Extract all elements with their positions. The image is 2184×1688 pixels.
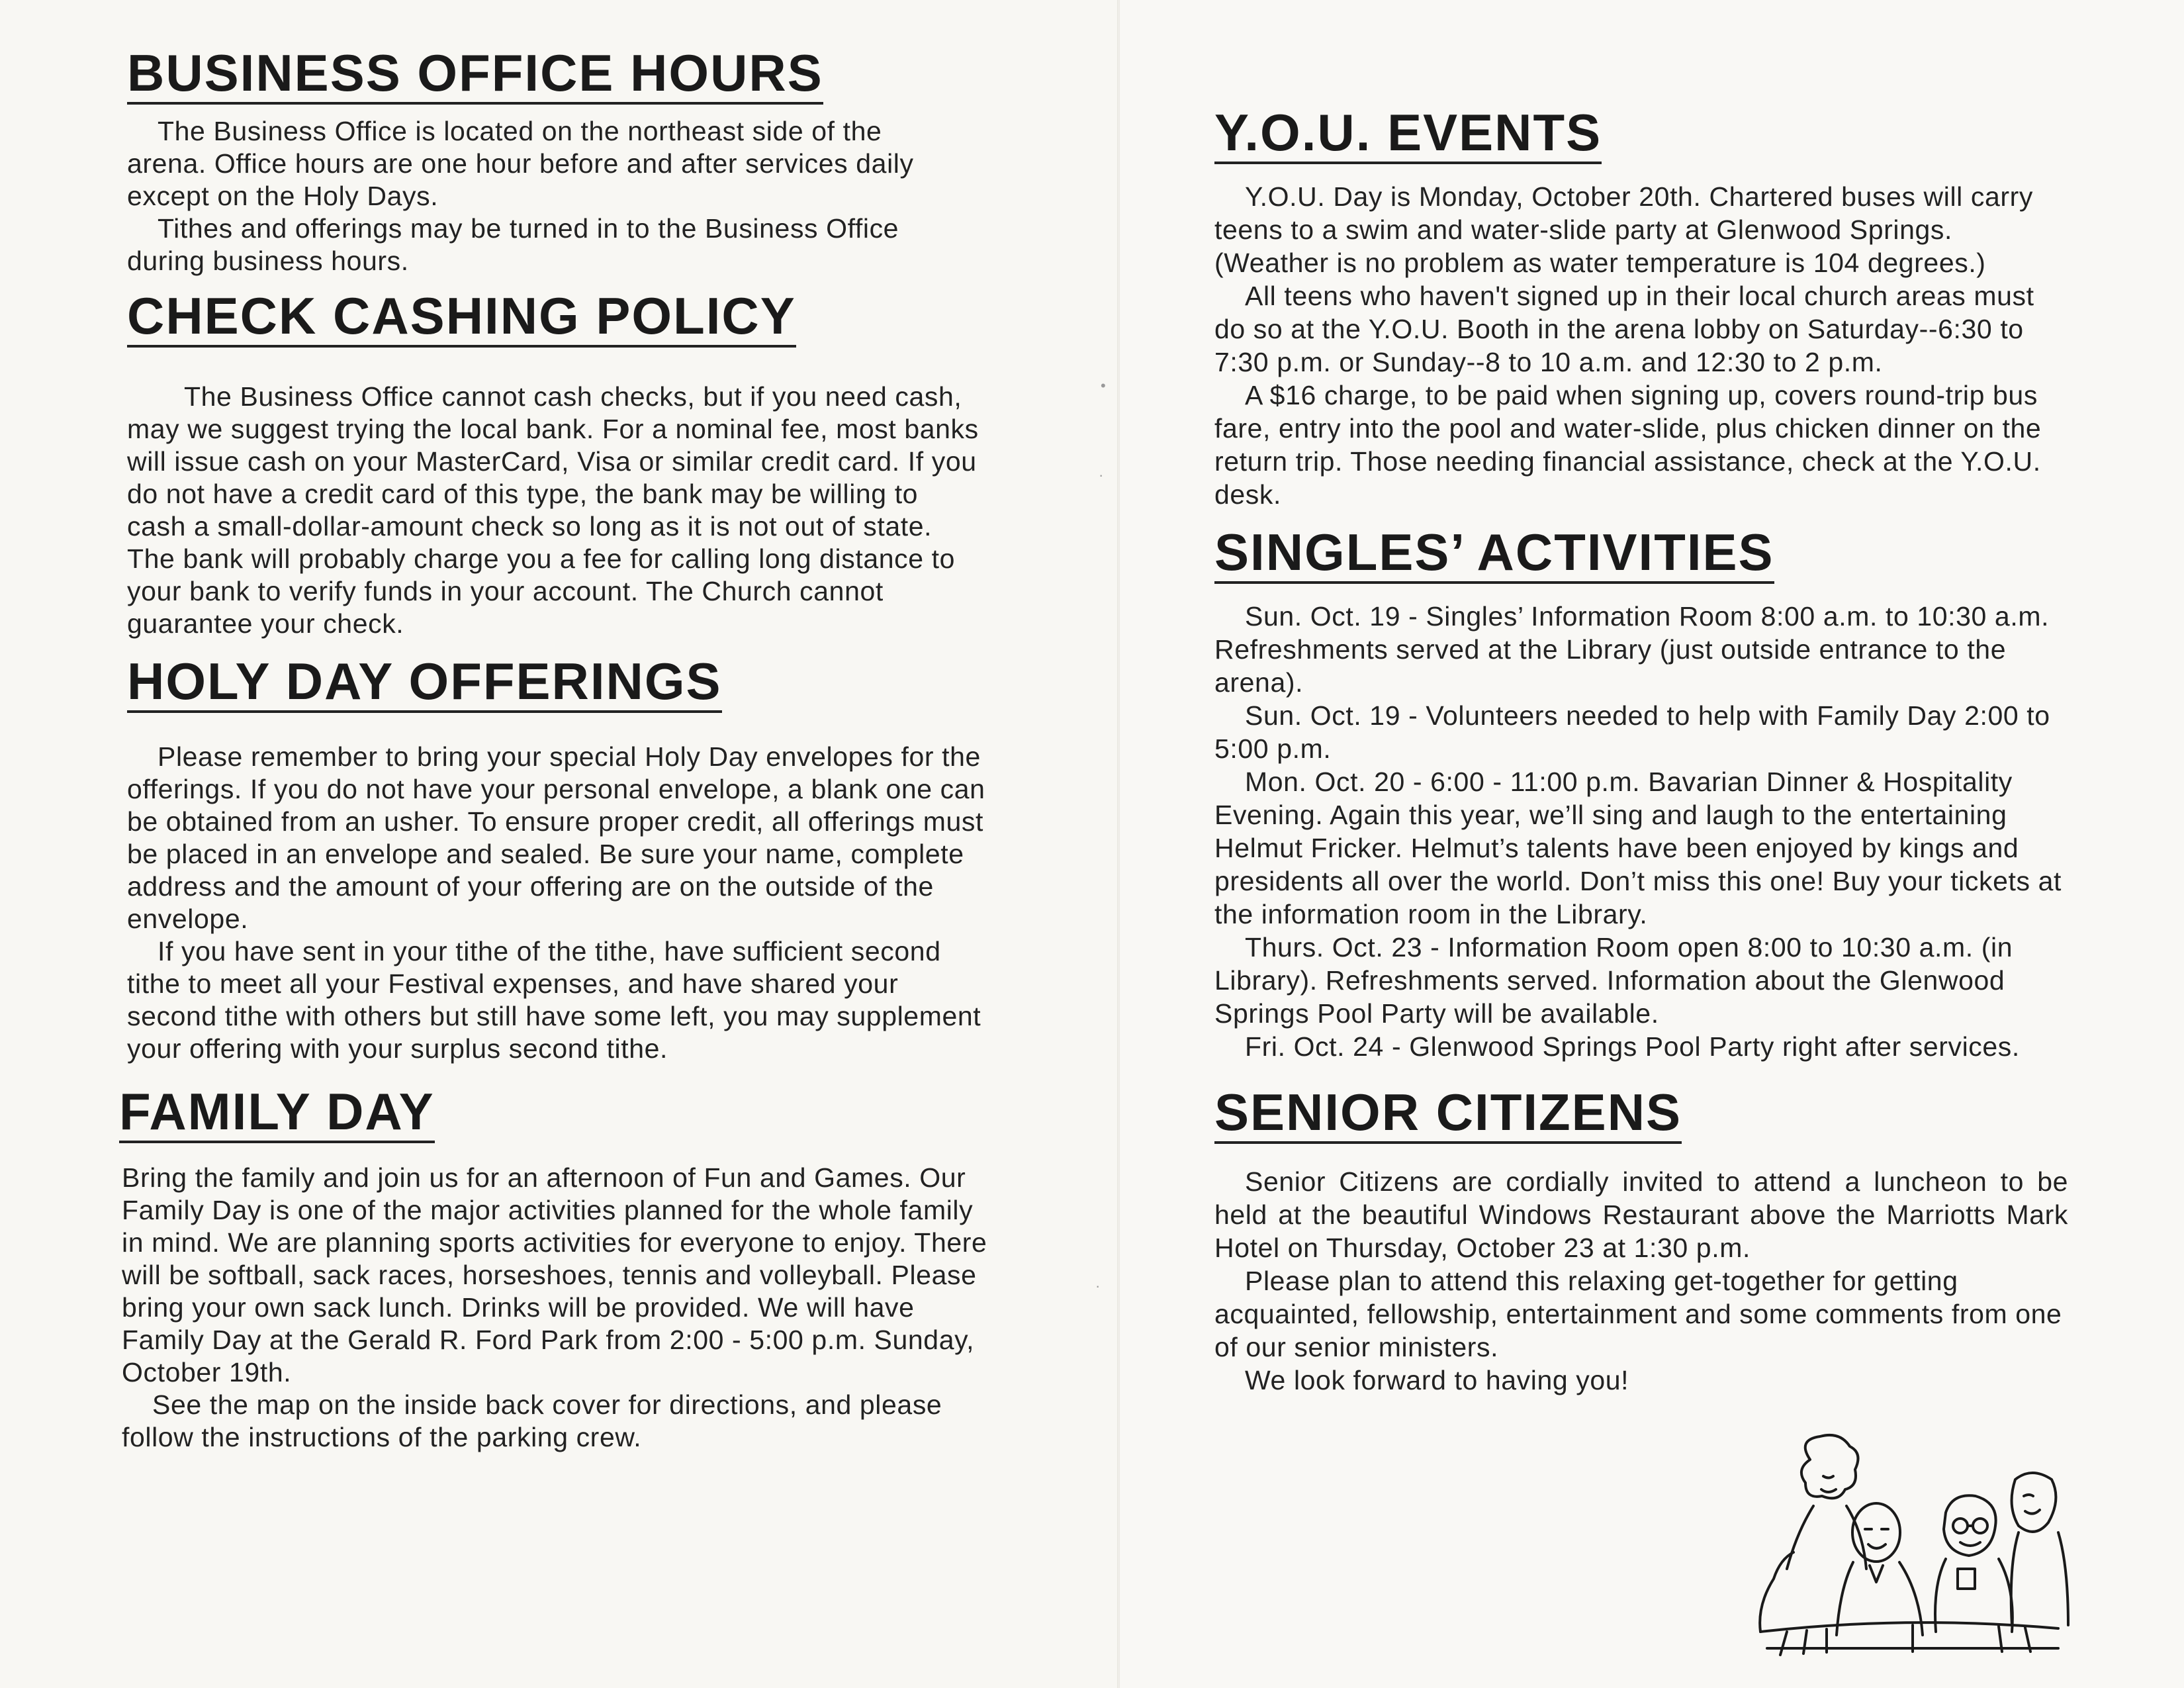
business-paragraph-1: The Business Office is located on the northeast side of the arena. Office hours are one hour before and after services daily except on the Holy Days. <box>127 115 914 211</box>
singles-paragraph-5: Fri. Oct. 24 - Glenwood Springs Pool Party right after services. <box>1245 1031 2020 1062</box>
section-holy-day-offerings <box>127 651 987 1065</box>
page-fold <box>1117 0 1120 1688</box>
family-day-heading: FAMILY DAY <box>119 1085 435 1143</box>
you-paragraph-3: A $16 charge, to be paid when signing up, covers round-trip bus fare, entry into the pool and water-slide, plus chicken dinner on the return trip. Those needing financial assistance, check at the Y.O.U. desk. <box>1214 379 2042 510</box>
singles-paragraph-2: Sun. Oct. 19 - Volunteers needed to help with Family Day 2:00 to 5:00 p.m. <box>1214 700 2050 764</box>
singles-paragraph-4: Thurs. Oct. 23 - Information Room open 8:00 to 10:30 a.m. (in Library). Refreshments served. Information about the Glenwood Springs Pool Party will be available. <box>1214 931 2013 1029</box>
scan-mark: • <box>1101 377 1106 394</box>
you-paragraph-2: All teens who haven't signed up in their local church areas must do so at the Y.O.U. Booth in the arena lobby on Saturday--6:30 to 7:30 p.m. or Sunday--8 to 10 a.m. and 12:30 to 2 p.m. <box>1214 280 2034 377</box>
you-paragraph-1: Y.O.U. Day is Monday, October 20th. Chartered buses will carry teens to a swim and water-slide party at Glenwood Springs. (Weather is no problem as water temperature is 104 degrees.) <box>1214 181 2033 278</box>
section-family-day <box>119 1082 987 1454</box>
senior-citizens-heading: SENIOR CITIZENS <box>1214 1086 1682 1144</box>
senior-citizens-illustration <box>1747 1433 2071 1658</box>
you-events-heading: Y.O.U. EVENTS <box>1214 106 1602 164</box>
holy-day-paragraph-1: Please remember to bring your special Holy Day envelopes for the offerings. If you do not have your personal envelope, a blank one can be obtained from an usher. To ensure proper credit, all offerings must be placed in an envelope and sealed. Be sure your name, complete address and the amount of your offering are on the outside of the envelope. <box>127 741 985 934</box>
check-cashing-policy-heading: CHECK CASHING POLICY <box>127 289 796 348</box>
singles-activities-heading: SINGLES’ ACTIVITIES <box>1214 526 1774 584</box>
family-day-paragraph-1: Bring the family and join us for an afternoon of Fun and Games. Our Family Day is one of the major activities planned for the whole family in mind. We are planning sports activities for everyone to enjoy. There will be softball, sack races, horseshoes, tennis and volleyball. Please bring your own sack lunch. Drinks will be provided. We will have Family Day at the Gerald R. Ford Park from 2:00 - 5:00 p.m. Sunday, October 19th. <box>122 1162 987 1387</box>
scan-mark: · <box>1099 467 1104 483</box>
section-you-events <box>1214 103 2068 511</box>
holy-day-paragraph-2: If you have sent in your tithe of the tithe, have sufficient second tithe to meet all your Festival expenses, and have shared your second tithe with others but still have some left, you may supplement your offering with your surplus second tithe. <box>127 935 981 1064</box>
section-check-cashing-policy <box>127 286 987 640</box>
business-paragraph-2: Tithes and offerings may be turned in to the Business Office during business hours. <box>127 212 899 276</box>
family-day-paragraph-2: See the map on the inside back cover for directions, and please follow the instructions of the parking crew. <box>122 1389 942 1452</box>
holy-day-offerings-heading: HOLY DAY OFFERINGS <box>127 655 722 713</box>
senior-paragraph-1: Senior Citizens are cordially invited to attend a luncheon to be held at the beautiful Windows Restaurant above the Marriotts Mark Hotel on Thursday, October 23 at 1:30 p.m. <box>1214 1166 2068 1263</box>
section-singles-activities <box>1214 522 2068 1063</box>
business-office-hours-heading: BUSINESS OFFICE HOURS <box>127 46 823 105</box>
singles-paragraph-3: Mon. Oct. 20 - 6:00 - 11:00 p.m. Bavarian Dinner & Hospitality Evening. Again this year, we’ll sing and laugh to the entertaining Helmut Fricker. Helmut’s talents have been enjoyed by kings and presidents all over the world. Don’t miss this one! Buy your tickets at the information room in the Library. <box>1214 766 2062 929</box>
check-cashing-paragraph: The Business Office cannot cash checks, but if you need cash, may we suggest trying the local bank. For a nominal fee, most banks will issue cash on your MasterCard, Visa or similar credit card. If you do not have a credit card of this type, the bank may be willing to cash a small-dollar-amount check so long as it is not out of state. The bank will probably charge you a fee for calling long distance to your bank to verify funds in your account. The Church cannot guarantee your check. <box>127 381 979 639</box>
left-column <box>119 44 987 1454</box>
section-business-office-hours <box>127 46 987 277</box>
right-column <box>1214 103 2068 1397</box>
senior-paragraph-2: Please plan to attend this relaxing get-together for getting acquainted, fellowship, entertainment and some comments from one of our senior ministers. <box>1214 1265 2062 1362</box>
section-senior-citizens <box>1214 1082 2068 1397</box>
scan-mark: · <box>1095 1278 1101 1294</box>
senior-paragraph-3: We look forward to having you! <box>1245 1364 1629 1395</box>
singles-paragraph-1: Sun. Oct. 19 - Singles’ Information Room 8:00 a.m. to 10:30 a.m. Refreshments served at the Library (just outside entrance to the arena). <box>1214 600 2050 698</box>
